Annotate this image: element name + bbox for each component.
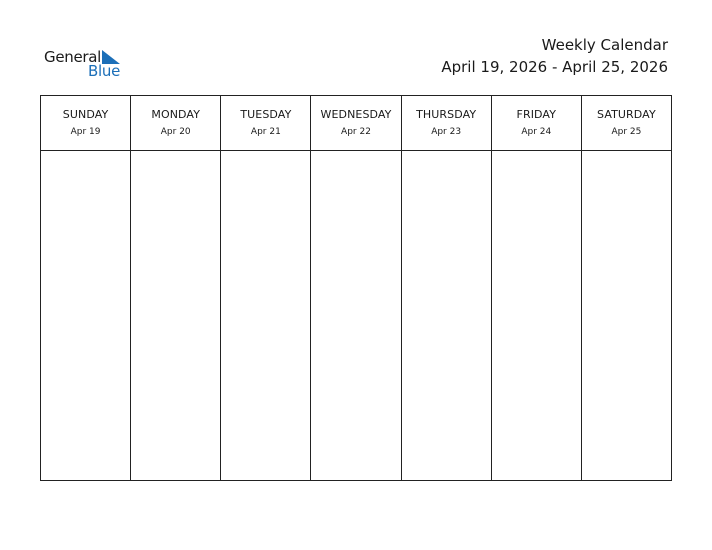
day-column-wednesday <box>311 96 401 480</box>
week-grid <box>40 95 672 481</box>
day-header <box>311 96 400 151</box>
day-name: THURSDAY <box>416 108 477 121</box>
day-date: Apr 19 <box>70 127 101 137</box>
date-range: April 19, 2026 - April 25, 2026 <box>441 58 668 76</box>
logo-text-blue: Blue <box>88 62 120 80</box>
day-cell-saturday[interactable] <box>582 151 671 480</box>
generalblue-logo <box>44 46 134 82</box>
calendar-title-block <box>441 35 668 78</box>
day-column-saturday <box>582 96 671 480</box>
day-name: WEDNESDAY <box>320 108 392 121</box>
day-column-friday <box>492 96 582 480</box>
day-header <box>492 96 581 151</box>
page-title: Weekly Calendar <box>541 36 668 54</box>
day-column-monday <box>131 96 221 480</box>
day-name: SUNDAY <box>62 108 109 121</box>
day-header <box>582 96 671 151</box>
day-date: Apr 22 <box>341 127 371 137</box>
day-header <box>402 96 491 151</box>
day-cell-monday[interactable] <box>131 151 220 480</box>
day-column-sunday <box>41 96 131 480</box>
day-date: Apr 23 <box>431 127 462 137</box>
day-cell-sunday[interactable] <box>41 151 130 480</box>
day-date: Apr 24 <box>521 127 552 137</box>
day-cell-tuesday[interactable] <box>221 151 310 480</box>
day-name: SATURDAY <box>597 108 656 121</box>
day-header <box>221 96 310 151</box>
logo-text-general: General <box>44 48 102 66</box>
day-cell-wednesday[interactable] <box>311 151 400 480</box>
day-header <box>131 96 220 151</box>
day-name: FRIDAY <box>516 108 557 121</box>
day-name: TUESDAY <box>240 108 292 121</box>
day-name: MONDAY <box>151 108 201 121</box>
day-date: Apr 25 <box>611 127 642 137</box>
day-column-tuesday <box>221 96 311 480</box>
day-column-thursday <box>402 96 492 480</box>
day-header <box>41 96 130 151</box>
day-date: Apr 20 <box>160 127 191 137</box>
day-cell-friday[interactable] <box>492 151 581 480</box>
day-date: Apr 21 <box>250 127 281 137</box>
day-cell-thursday[interactable] <box>402 151 491 480</box>
